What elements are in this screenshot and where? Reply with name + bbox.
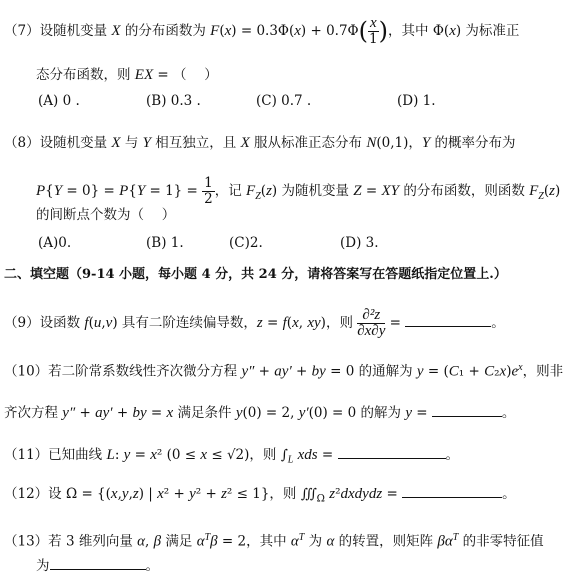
q7-option-c: (C) 0.7 .: [256, 93, 312, 109]
q11-answer-blank: [338, 458, 446, 459]
section-heading: 二、填空题（9-14 小题，每小题 4 分，共 24 分，请将答案写在答题纸指定位置上.）: [4, 267, 507, 282]
q8-line1: （8）设随机变量 X 与 Y 相互独立，且 X 服从标准正态分布 N(0,1)，Y 的概率分布为: [4, 135, 516, 151]
q13-line1: （13）若 3 维列向量 α, β 满足 $\alpha^T\beta = 2$，其中 $\alpha^T$ 为 α 的转置，则矩阵 $\beta\alpha^T$ 的非零特征值: [4, 532, 544, 550]
q12-line: （12）设 Ω = {(x,y,z) | x² + y² + z² ≤ 1}，则 $∭_\Omega$ z²dxdydz = 。: [4, 486, 516, 505]
q10-answer-blank: [432, 416, 502, 417]
q8-line2: P{Y = 0} = P{Y = 1} = $\frac{1}{2}$ ，记 $F_Z(z)$ 为随机变量 Z = XY 的分布函数，则函数 $F_Z(z)$: [36, 175, 561, 207]
q7-line2: 态分布函数，则 EX = （ ）: [36, 67, 218, 83]
q7-option-d: (D) 1.: [397, 93, 436, 109]
q7-option-b: (B) 0.3 .: [146, 93, 201, 109]
q7-line1: （7）设随机变量 X 的分布函数为 F(x) = 0.3Φ(x) + 0.7Φ( $\frac{x}{1}$ )，其中 Φ(x) 为标准正: [4, 15, 520, 47]
q11-line: （11）已知曲线 L: y = x² (0 ≤ x ≤ √2)，则 $\int_L$ xds = 。: [4, 447, 459, 466]
q7-prefix: （7）设随机变量 X 的分布函数为 F(x) = 0.3Φ(x) + 0.7Φ: [4, 23, 359, 39]
q7-option-a: (A) 0 .: [38, 93, 80, 109]
q8-option-a: (A)0.: [38, 235, 72, 251]
q8-option-b: (B) 1.: [146, 235, 184, 251]
q9-answer-blank: [405, 326, 491, 327]
q10-line2: 齐次方程 y″ + ay′ + by = x 满足条件 y(0) = 2, y′(0) = 0 的解为 y = 。: [4, 405, 516, 421]
q13-answer-blank: [50, 569, 146, 570]
q8-option-d: (D) 3.: [340, 235, 379, 251]
q8-option-c: (C)2.: [229, 235, 263, 251]
q12-answer-blank: [402, 497, 502, 498]
q10-line1: （10）若二阶常系数线性齐次微分方程 y″ + ay′ + by = 0 的通解为 $y = (C_1 + C_2x)e^x$，则非: [4, 362, 563, 380]
q13-line2: 为 。: [36, 558, 159, 574]
q9-line: （9）设函数 f(u,v) 具有二阶连续偏导数，z = f(x, xy)，则 $\frac{\text{∂²z}}{\partial x\partial y}$ = 。: [4, 307, 505, 339]
q8-line3: 的间断点个数为（ ）: [36, 207, 176, 223]
